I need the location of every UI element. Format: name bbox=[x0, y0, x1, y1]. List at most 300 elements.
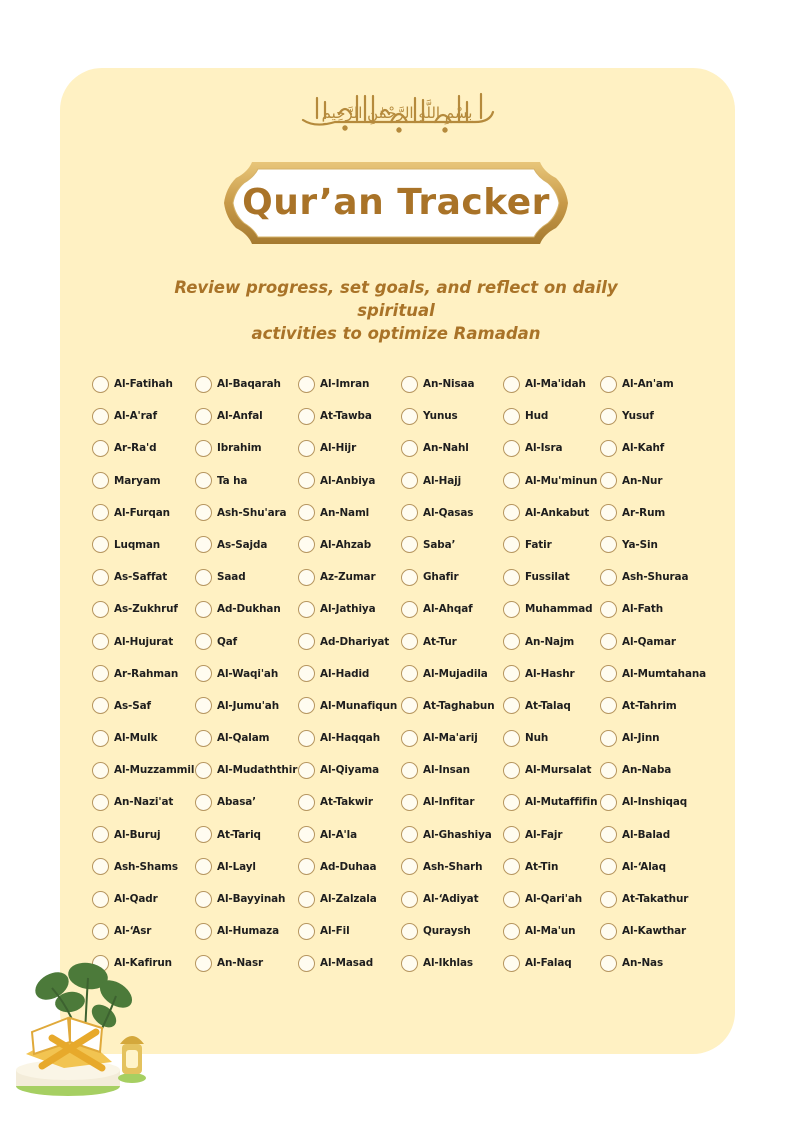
surah-item[interactable] bbox=[298, 658, 401, 690]
checkbox-circle[interactable] bbox=[401, 955, 418, 972]
surah-item[interactable] bbox=[600, 626, 710, 658]
checkbox-circle[interactable] bbox=[401, 569, 418, 586]
surah-label: Al-Waqi'ah bbox=[217, 667, 279, 680]
surah-item[interactable] bbox=[503, 626, 600, 658]
checkbox-circle[interactable] bbox=[298, 697, 315, 714]
surah-item[interactable] bbox=[92, 722, 195, 754]
surah-item[interactable] bbox=[401, 786, 503, 818]
checkbox-circle[interactable] bbox=[503, 408, 520, 425]
checkbox-circle[interactable] bbox=[195, 730, 212, 747]
surah-item[interactable] bbox=[298, 529, 401, 561]
surah-label: At-Tahrim bbox=[622, 699, 677, 712]
surah-item[interactable] bbox=[600, 819, 710, 851]
checkbox-circle[interactable] bbox=[92, 826, 109, 843]
surah-item[interactable] bbox=[600, 593, 710, 625]
surah-label: Fussilat bbox=[525, 571, 570, 584]
surah-item[interactable] bbox=[503, 883, 600, 915]
surah-label: Fatir bbox=[525, 538, 552, 551]
checkbox-circle[interactable] bbox=[503, 858, 520, 875]
surah-label: Al-Mu'minun bbox=[525, 474, 598, 487]
checkbox-circle[interactable] bbox=[401, 923, 418, 940]
surah-item[interactable] bbox=[401, 400, 503, 432]
checkbox-circle[interactable] bbox=[195, 376, 212, 393]
surah-item[interactable] bbox=[92, 915, 195, 947]
surah-item[interactable] bbox=[600, 690, 710, 722]
surah-item[interactable] bbox=[298, 400, 401, 432]
surah-label: Maryam bbox=[114, 474, 161, 487]
surah-item[interactable] bbox=[503, 465, 600, 497]
surah-label: Abasa’ bbox=[217, 796, 257, 809]
surah-label: Az-Zumar bbox=[320, 571, 376, 584]
bismillah-calligraphy-icon bbox=[295, 88, 500, 136]
checkbox-circle[interactable] bbox=[92, 569, 109, 586]
surah-label: An-Nazi'at bbox=[114, 796, 174, 809]
surah-item[interactable] bbox=[503, 561, 600, 593]
surah-item[interactable] bbox=[195, 786, 298, 818]
surah-item[interactable] bbox=[503, 497, 600, 529]
surah-item[interactable] bbox=[503, 819, 600, 851]
surah-item[interactable] bbox=[92, 658, 195, 690]
surah-item[interactable] bbox=[195, 722, 298, 754]
surah-item[interactable] bbox=[92, 400, 195, 432]
surah-label: Al-Baqarah bbox=[217, 378, 281, 390]
checkbox-circle[interactable] bbox=[401, 504, 418, 521]
surah-label: Qaf bbox=[217, 635, 238, 648]
surah-item[interactable] bbox=[298, 561, 401, 593]
surah-label: Ash-Shams bbox=[114, 860, 178, 873]
surah-label: Al-Hujurat bbox=[114, 635, 174, 648]
checkbox-circle[interactable] bbox=[401, 762, 418, 779]
surah-item[interactable] bbox=[401, 593, 503, 625]
surah-item[interactable] bbox=[503, 529, 600, 561]
checkbox-circle[interactable] bbox=[401, 536, 418, 553]
surah-item[interactable] bbox=[600, 465, 710, 497]
surah-label: At-Takathur bbox=[622, 893, 689, 905]
surah-item[interactable] bbox=[600, 529, 710, 561]
checkbox-circle[interactable] bbox=[401, 408, 418, 425]
surah-item[interactable] bbox=[600, 368, 710, 400]
surah-item[interactable] bbox=[92, 626, 195, 658]
surah-item[interactable] bbox=[600, 915, 710, 947]
surah-item[interactable] bbox=[298, 754, 401, 786]
surah-label: Al-Qamar bbox=[622, 635, 676, 648]
checkbox-circle[interactable] bbox=[401, 730, 418, 747]
checkbox-circle[interactable] bbox=[503, 601, 520, 618]
checkbox-circle[interactable] bbox=[298, 408, 315, 425]
checkbox-circle[interactable] bbox=[600, 697, 617, 714]
checkbox-circle[interactable] bbox=[298, 504, 315, 521]
surah-label: Ar-Ra'd bbox=[114, 442, 157, 455]
surah-item[interactable] bbox=[503, 368, 600, 400]
checkbox-circle[interactable] bbox=[298, 440, 315, 457]
checkbox-circle[interactable] bbox=[195, 408, 212, 425]
checkbox-circle[interactable] bbox=[401, 697, 418, 714]
surah-label: As-Saf bbox=[114, 699, 151, 712]
surah-item[interactable] bbox=[600, 658, 710, 690]
surah-label: As-Saffat bbox=[114, 571, 168, 584]
surah-label: At-Taghabun bbox=[423, 699, 495, 712]
checkbox-circle[interactable] bbox=[503, 472, 520, 489]
surah-item[interactable] bbox=[298, 497, 401, 529]
surah-label: Saba’ bbox=[423, 538, 456, 551]
surah-label: Al-Kafirun bbox=[114, 957, 172, 970]
surah-item[interactable] bbox=[92, 851, 195, 883]
surah-item[interactable] bbox=[195, 626, 298, 658]
checkbox-circle[interactable] bbox=[600, 762, 617, 779]
checkbox-circle[interactable] bbox=[600, 633, 617, 650]
checkbox-circle[interactable] bbox=[600, 955, 617, 972]
checkbox-circle[interactable] bbox=[503, 762, 520, 779]
surah-item[interactable] bbox=[401, 915, 503, 947]
checkbox-circle[interactable] bbox=[195, 504, 212, 521]
surah-label: Al-Ikhlas bbox=[423, 957, 473, 970]
surah-item[interactable] bbox=[92, 819, 195, 851]
checkbox-circle[interactable] bbox=[298, 762, 315, 779]
surah-item[interactable] bbox=[503, 432, 600, 464]
surah-item[interactable] bbox=[195, 561, 298, 593]
surah-item[interactable] bbox=[401, 465, 503, 497]
checkbox-circle[interactable] bbox=[600, 858, 617, 875]
checkbox-circle[interactable] bbox=[195, 891, 212, 908]
checkbox-circle[interactable] bbox=[195, 665, 212, 682]
checkbox-circle[interactable] bbox=[401, 665, 418, 682]
surah-label: Muhammad bbox=[525, 603, 593, 616]
checkbox-circle[interactable] bbox=[503, 440, 520, 457]
surah-label: Al-Furqan bbox=[114, 506, 170, 519]
surah-label: Al-A'raf bbox=[114, 410, 157, 423]
checkbox-circle[interactable] bbox=[401, 601, 418, 618]
surah-label: Al-Qari'ah bbox=[525, 893, 583, 905]
checkbox-circle[interactable] bbox=[503, 891, 520, 908]
surah-item[interactable] bbox=[195, 465, 298, 497]
checkbox-circle[interactable] bbox=[195, 440, 212, 457]
surah-item[interactable] bbox=[195, 497, 298, 529]
surah-label: Al-Layl bbox=[217, 860, 256, 873]
surah-label: Ta ha bbox=[217, 474, 248, 487]
surah-item[interactable] bbox=[503, 786, 600, 818]
surah-item[interactable] bbox=[401, 690, 503, 722]
surah-item[interactable] bbox=[195, 368, 298, 400]
page-title: Qur’an Tracker bbox=[242, 181, 550, 223]
checkbox-circle[interactable] bbox=[503, 376, 520, 393]
checkbox-circle[interactable] bbox=[195, 601, 212, 618]
surah-item[interactable] bbox=[401, 561, 503, 593]
checkbox-circle[interactable] bbox=[298, 601, 315, 618]
checkbox-circle[interactable] bbox=[503, 569, 520, 586]
checkbox-circle[interactable] bbox=[298, 376, 315, 393]
surah-item[interactable] bbox=[401, 497, 503, 529]
checkbox-circle[interactable] bbox=[92, 923, 109, 940]
checkbox-circle[interactable] bbox=[600, 504, 617, 521]
surah-item[interactable] bbox=[92, 432, 195, 464]
checkbox-circle[interactable] bbox=[92, 762, 109, 779]
surah-item[interactable] bbox=[503, 400, 600, 432]
surah-item[interactable] bbox=[401, 529, 503, 561]
surah-item[interactable] bbox=[298, 593, 401, 625]
surah-item[interactable] bbox=[401, 722, 503, 754]
surah-label: Al-Hajj bbox=[423, 474, 462, 487]
surah-item[interactable] bbox=[600, 851, 710, 883]
surah-item[interactable] bbox=[401, 819, 503, 851]
surah-label: Al-An'am bbox=[622, 378, 674, 390]
surah-label: Al-Hadid bbox=[320, 667, 370, 680]
surah-item[interactable] bbox=[195, 883, 298, 915]
surah-label: Al-Mumtahana bbox=[622, 667, 707, 680]
page-subtitle bbox=[140, 276, 652, 345]
surah-item[interactable] bbox=[298, 786, 401, 818]
surah-item[interactable] bbox=[298, 819, 401, 851]
checkbox-circle[interactable] bbox=[503, 955, 520, 972]
surah-label: Al-A'la bbox=[320, 828, 358, 841]
checkbox-circle[interactable] bbox=[92, 730, 109, 747]
surah-item[interactable] bbox=[298, 432, 401, 464]
surah-item[interactable] bbox=[298, 368, 401, 400]
checkbox-circle[interactable] bbox=[298, 569, 315, 586]
checkbox-circle[interactable] bbox=[503, 794, 520, 811]
surah-label: Al-Isra bbox=[525, 442, 563, 455]
surah-item[interactable] bbox=[92, 465, 195, 497]
surah-item[interactable] bbox=[195, 947, 298, 979]
checkbox-circle[interactable] bbox=[298, 633, 315, 650]
checkbox-circle[interactable] bbox=[92, 697, 109, 714]
surah-label: Al-Fajr bbox=[525, 828, 563, 841]
surah-item[interactable] bbox=[600, 561, 710, 593]
surah-item[interactable] bbox=[298, 883, 401, 915]
surah-item[interactable] bbox=[298, 465, 401, 497]
checkbox-circle[interactable] bbox=[92, 858, 109, 875]
surah-label: Al-Humaza bbox=[217, 925, 280, 938]
checkbox-circle[interactable] bbox=[92, 408, 109, 425]
checkbox-circle[interactable] bbox=[600, 730, 617, 747]
checkbox-circle[interactable] bbox=[195, 569, 212, 586]
surah-item[interactable] bbox=[92, 690, 195, 722]
surah-label: Ash-Shuraa bbox=[622, 571, 689, 584]
checkbox-circle[interactable] bbox=[401, 472, 418, 489]
checkbox-circle[interactable] bbox=[503, 536, 520, 553]
checkbox-circle[interactable] bbox=[298, 472, 315, 489]
surah-item[interactable] bbox=[503, 754, 600, 786]
surah-item[interactable] bbox=[92, 497, 195, 529]
surah-item[interactable] bbox=[600, 786, 710, 818]
surah-item[interactable] bbox=[195, 432, 298, 464]
checkbox-circle[interactable] bbox=[401, 826, 418, 843]
checkbox-circle[interactable] bbox=[401, 376, 418, 393]
checkbox-circle[interactable] bbox=[92, 891, 109, 908]
checkbox-circle[interactable] bbox=[195, 858, 212, 875]
checkbox-circle[interactable] bbox=[298, 891, 315, 908]
checkbox-circle[interactable] bbox=[92, 633, 109, 650]
surah-item[interactable] bbox=[298, 947, 401, 979]
surah-item[interactable] bbox=[401, 368, 503, 400]
checkbox-circle[interactable] bbox=[401, 794, 418, 811]
surah-item[interactable] bbox=[600, 754, 710, 786]
surah-label: Saad bbox=[217, 571, 246, 584]
checkbox-circle[interactable] bbox=[503, 633, 520, 650]
checkbox-circle[interactable] bbox=[401, 440, 418, 457]
checkbox-circle[interactable] bbox=[503, 826, 520, 843]
checkbox-circle[interactable] bbox=[195, 826, 212, 843]
surah-label: Al-Hashr bbox=[525, 667, 575, 680]
surah-label: Al-Kawthar bbox=[622, 925, 687, 938]
checkbox-circle[interactable] bbox=[298, 826, 315, 843]
surah-label: Al-Infitar bbox=[423, 796, 475, 809]
surah-item[interactable] bbox=[195, 915, 298, 947]
checkbox-circle[interactable] bbox=[92, 376, 109, 393]
surah-label: At-Tariq bbox=[217, 828, 261, 841]
surah-item[interactable] bbox=[503, 722, 600, 754]
surah-item[interactable] bbox=[600, 947, 710, 979]
surah-label: Al-Kahf bbox=[622, 442, 665, 455]
surah-item[interactable] bbox=[92, 561, 195, 593]
checkbox-circle[interactable] bbox=[401, 633, 418, 650]
surah-label: Al-Anfal bbox=[217, 410, 263, 423]
surah-item[interactable] bbox=[298, 626, 401, 658]
checkbox-circle[interactable] bbox=[600, 536, 617, 553]
surah-item[interactable] bbox=[401, 851, 503, 883]
checkbox-circle[interactable] bbox=[503, 504, 520, 521]
surah-label: Ibrahim bbox=[217, 442, 262, 455]
surah-item[interactable] bbox=[401, 947, 503, 979]
surah-item[interactable] bbox=[600, 883, 710, 915]
surah-label: Al-Jathiya bbox=[320, 603, 376, 616]
checkbox-circle[interactable] bbox=[298, 923, 315, 940]
checkbox-circle[interactable] bbox=[600, 794, 617, 811]
checkbox-circle[interactable] bbox=[195, 472, 212, 489]
surah-item[interactable] bbox=[195, 593, 298, 625]
checkbox-circle[interactable] bbox=[401, 891, 418, 908]
surah-item[interactable] bbox=[195, 754, 298, 786]
surah-item[interactable] bbox=[503, 915, 600, 947]
checkbox-circle[interactable] bbox=[298, 730, 315, 747]
surah-item[interactable] bbox=[401, 658, 503, 690]
surah-label: Al-Imran bbox=[320, 378, 370, 390]
surah-item[interactable] bbox=[503, 690, 600, 722]
checkbox-circle[interactable] bbox=[92, 665, 109, 682]
surah-label: Al-Hijr bbox=[320, 442, 357, 455]
checkbox-circle[interactable] bbox=[503, 665, 520, 682]
surah-item[interactable] bbox=[92, 529, 195, 561]
checkbox-circle[interactable] bbox=[298, 858, 315, 875]
surah-item[interactable] bbox=[600, 400, 710, 432]
checkbox-circle[interactable] bbox=[195, 633, 212, 650]
surah-item[interactable] bbox=[503, 658, 600, 690]
surah-item[interactable] bbox=[600, 722, 710, 754]
surah-item[interactable] bbox=[600, 432, 710, 464]
surah-item[interactable] bbox=[600, 497, 710, 529]
surah-item[interactable] bbox=[92, 883, 195, 915]
checkbox-circle[interactable] bbox=[92, 536, 109, 553]
surah-item[interactable] bbox=[298, 690, 401, 722]
surah-item[interactable] bbox=[195, 690, 298, 722]
checkbox-circle[interactable] bbox=[600, 923, 617, 940]
surah-label: Ar-Rum bbox=[622, 506, 666, 519]
checkbox-circle[interactable] bbox=[195, 923, 212, 940]
surah-label: An-Naml bbox=[320, 506, 370, 519]
checkbox-circle[interactable] bbox=[298, 536, 315, 553]
surah-label: Al-‘Adiyat bbox=[423, 893, 479, 905]
surah-label: Al-Anbiya bbox=[320, 474, 376, 487]
surah-item[interactable] bbox=[92, 593, 195, 625]
surah-label: Hud bbox=[525, 410, 549, 423]
surah-item[interactable] bbox=[195, 400, 298, 432]
checkbox-circle[interactable] bbox=[503, 923, 520, 940]
surah-item[interactable] bbox=[401, 754, 503, 786]
checkbox-circle[interactable] bbox=[195, 794, 212, 811]
surah-item[interactable] bbox=[92, 786, 195, 818]
surah-item[interactable] bbox=[298, 722, 401, 754]
checkbox-circle[interactable] bbox=[298, 665, 315, 682]
checkbox-circle[interactable] bbox=[92, 440, 109, 457]
surah-label: Al-Ma'un bbox=[525, 925, 576, 938]
checkbox-circle[interactable] bbox=[298, 794, 315, 811]
surah-label: Ad-Dhariyat bbox=[320, 635, 390, 648]
surah-item[interactable] bbox=[92, 368, 195, 400]
checkbox-circle[interactable] bbox=[600, 826, 617, 843]
checkbox-circle[interactable] bbox=[600, 408, 617, 425]
surah-label: Al-Mulk bbox=[114, 732, 158, 745]
surah-item[interactable] bbox=[503, 947, 600, 979]
surah-label: Al-Zalzala bbox=[320, 893, 377, 905]
surah-label: Al-Haqqah bbox=[320, 732, 381, 745]
checkbox-circle[interactable] bbox=[600, 440, 617, 457]
checkbox-circle[interactable] bbox=[600, 569, 617, 586]
surah-item[interactable] bbox=[298, 915, 401, 947]
surah-item[interactable] bbox=[298, 851, 401, 883]
checkbox-circle[interactable] bbox=[503, 697, 520, 714]
surah-label: Al-Masad bbox=[320, 957, 374, 970]
checkbox-circle[interactable] bbox=[92, 794, 109, 811]
checkbox-circle[interactable] bbox=[195, 697, 212, 714]
checkbox-circle[interactable] bbox=[195, 536, 212, 553]
surah-label: Al-Qalam bbox=[217, 732, 270, 745]
checkbox-circle[interactable] bbox=[298, 955, 315, 972]
surah-item[interactable] bbox=[92, 754, 195, 786]
surah-item[interactable] bbox=[195, 529, 298, 561]
surah-item[interactable] bbox=[195, 658, 298, 690]
surah-label: As-Zukhruf bbox=[114, 603, 178, 616]
surah-label: An-Najm bbox=[525, 635, 575, 648]
checkbox-circle[interactable] bbox=[600, 601, 617, 618]
surah-label: Al-Fatihah bbox=[114, 378, 173, 390]
checkbox-circle[interactable] bbox=[401, 858, 418, 875]
checkbox-circle[interactable] bbox=[195, 762, 212, 779]
checkbox-circle[interactable] bbox=[92, 601, 109, 618]
surah-item[interactable] bbox=[401, 626, 503, 658]
checkbox-circle[interactable] bbox=[600, 665, 617, 682]
subtitle-line-1: Review progress, set goals, and reflect on daily spiritual bbox=[174, 278, 618, 320]
checkbox-circle[interactable] bbox=[503, 730, 520, 747]
surah-label: Ad-Duhaa bbox=[320, 860, 377, 873]
checkbox-circle[interactable] bbox=[195, 955, 212, 972]
surah-label: Al-Insan bbox=[423, 764, 470, 777]
surah-item[interactable] bbox=[401, 883, 503, 915]
surah-item[interactable] bbox=[195, 819, 298, 851]
checkbox-circle[interactable] bbox=[600, 891, 617, 908]
surah-item[interactable] bbox=[503, 593, 600, 625]
surah-label: At-Tin bbox=[525, 860, 559, 873]
checkbox-circle[interactable] bbox=[600, 472, 617, 489]
checkbox-circle[interactable] bbox=[600, 376, 617, 393]
surah-label: Yusuf bbox=[622, 410, 654, 423]
surah-label: Al-Ahqaf bbox=[423, 603, 473, 616]
surah-item[interactable] bbox=[401, 432, 503, 464]
surah-label: Al-Buruj bbox=[114, 828, 161, 841]
surah-label: Al-Inshiqaq bbox=[622, 796, 688, 809]
surah-item[interactable] bbox=[195, 851, 298, 883]
checkbox-circle[interactable] bbox=[92, 504, 109, 521]
surah-item[interactable] bbox=[503, 851, 600, 883]
checkbox-circle[interactable] bbox=[92, 472, 109, 489]
